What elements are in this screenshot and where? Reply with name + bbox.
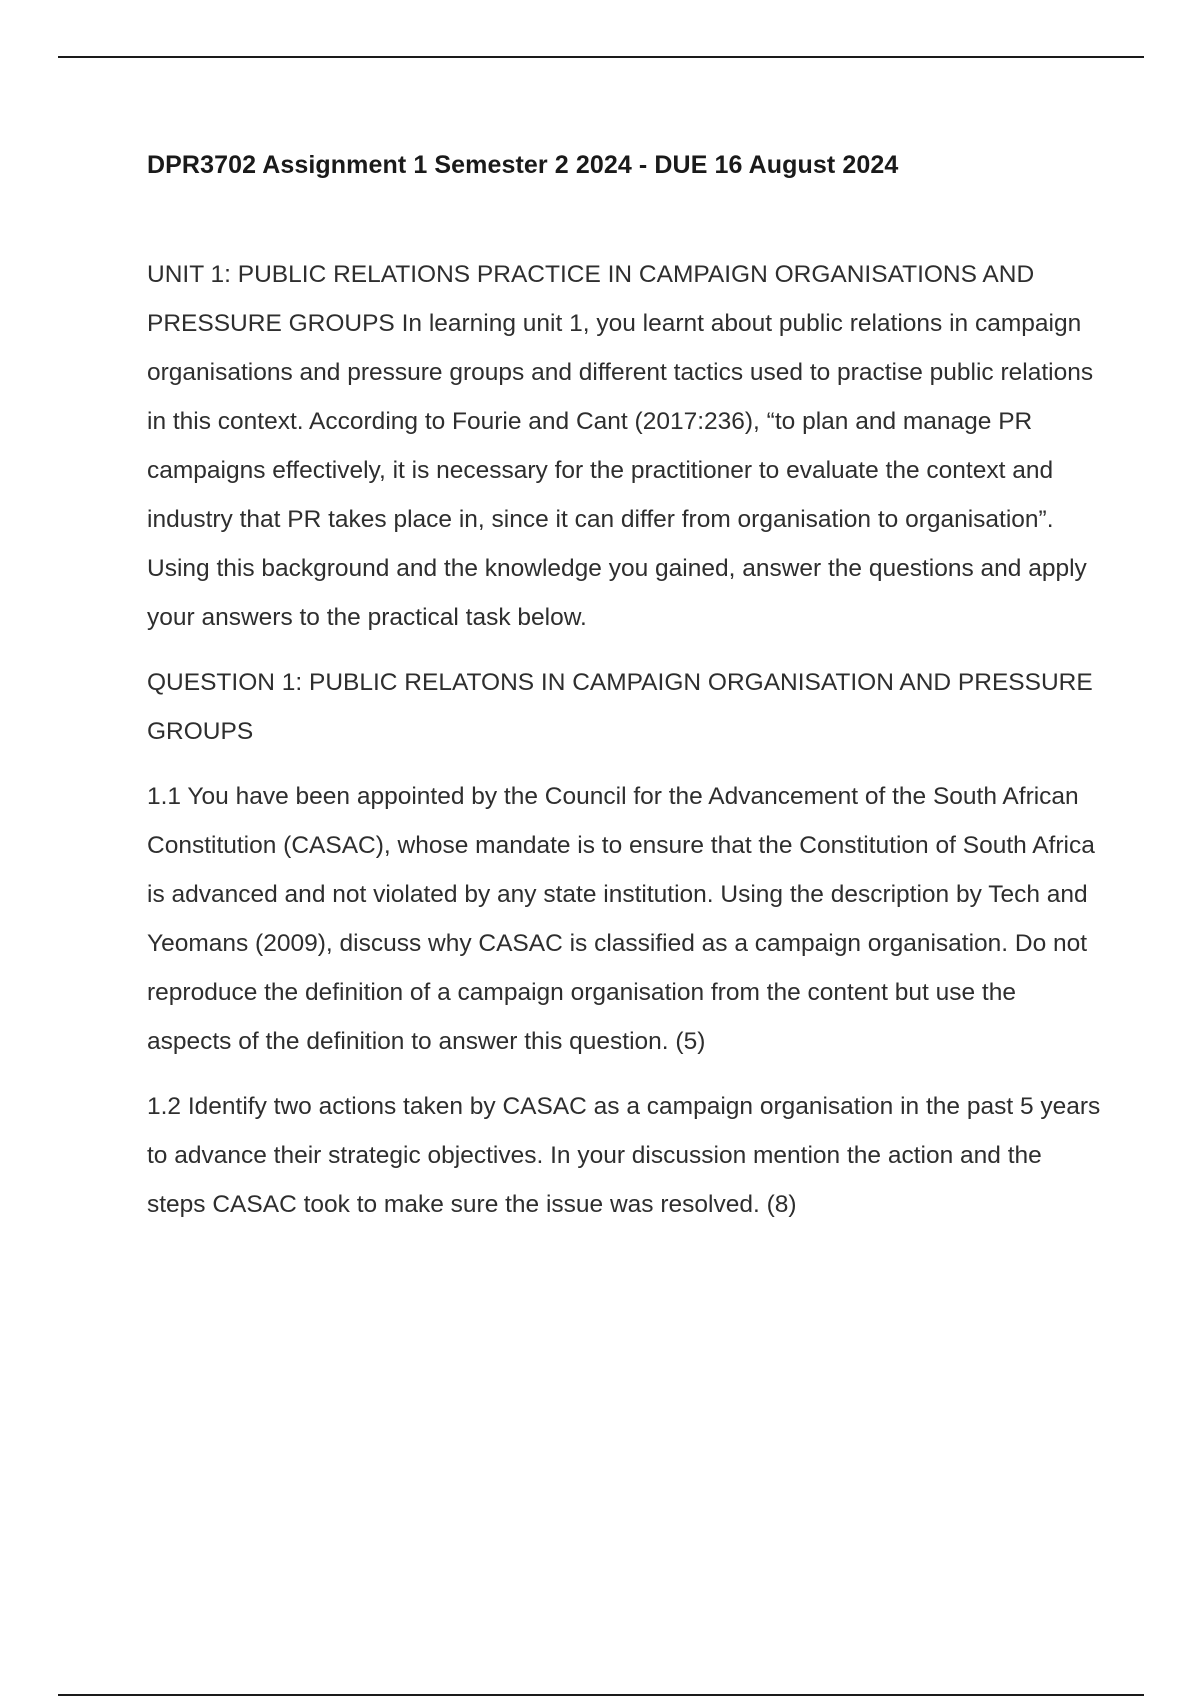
question-1-heading: QUESTION 1: PUBLIC RELATONS IN CAMPAIGN ORGANISATION AND PRESSURE GROUPS [147,669,1093,745]
bottom-divider [58,1694,1144,1696]
question-1-1-paragraph: 1.1 You have been appointed by the Council for the Advancement of the South African Constitution (CASAC), whose mandate is to ensure that the Constitution of South Africa is advanced and not violated by any state institution. Using the description by Tech and Yeomans (2009), discuss why CASAC is classified as a campaign organisation. Do not reproduce the definition of a campaign organisation from the content but use the aspects of the definition to answer this question. (5) [147,783,1095,1055]
question-1-2-paragraph: 1.2 Identify two actions taken by CASAC as a campaign organisation in the past 5 years to advance their strategic objectives. In your discussion mention the action and the steps CASAC took to make sure the issue was resolved. (8) [147,1093,1101,1218]
document-body [147,148,1107,1229]
top-divider [58,56,1144,58]
document-title: DPR3702 Assignment 1 Semester 2 2024 - DUE 16 August 2024 [147,151,899,179]
unit-intro-paragraph: UNIT 1: PUBLIC RELATIONS PRACTICE IN CAMPAIGN ORGANISATIONS AND PRESSURE GROUPS In learning unit 1, you learnt about public relations in campaign organisations and pressure groups and different tactics used to practise public relations in this context. According to Fourie and Cant (2017:236), “to plan and manage PR campaigns effectively, it is necessary for the practitioner to evaluate the context and industry that PR takes place in, since it can differ from organisation to organisation”. Using this background and the knowledge you gained, answer the questions and apply your answers to the practical task below. [147,261,1094,631]
